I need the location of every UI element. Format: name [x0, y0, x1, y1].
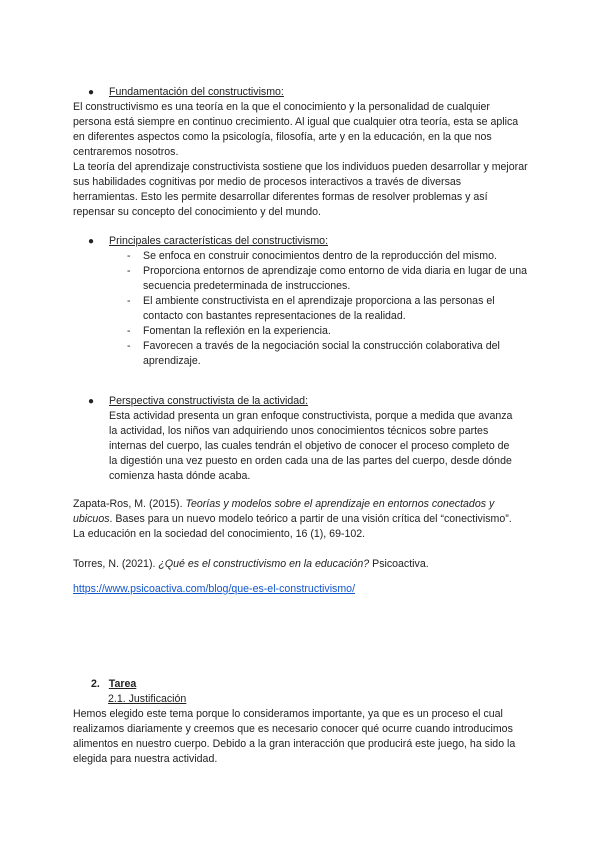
- heading-text: Perspectiva constructivista de la actividad:: [109, 395, 309, 407]
- dash-icon: -: [127, 295, 131, 307]
- reference-url-line: [73, 582, 528, 597]
- reference-link[interactable]: https://www.psicoactiva.com/blog/que-es-el-constructivismo/: [73, 583, 356, 595]
- paragraph-fundamentacion-1: [73, 100, 528, 220]
- dash-icon: -: [127, 265, 131, 277]
- reference-details: Psicoactiva.: [369, 558, 429, 570]
- dash-icon: -: [127, 340, 131, 352]
- list-item-text: Se enfoca en construir conocimientos dentro de la reproducción del mismo.: [143, 250, 497, 262]
- paragraph-text: Hemos elegido este tema porque lo consideramos importante, ya que es un proceso el cual realizamos diariamente y creemos que es necesario conocer qué ocurre cuando introducimos alimentos en nuestro cuerpo. Debido a la gran interacción que producirá este juego, ha sido la elegida para nuestra actividad.: [73, 708, 516, 765]
- paragraph-justificacion: [73, 707, 528, 767]
- bullet-icon: ●: [88, 236, 95, 247]
- dash-icon: -: [127, 250, 131, 262]
- reference-details: . Bases para un nuevo modelo teórico a partir de una visión crítica del “conectivismo”. La educación en la sociedad del conocimiento, 16 (1), 69-102.: [73, 513, 512, 540]
- reference-torres: [73, 557, 528, 572]
- dash-icon: -: [127, 325, 131, 337]
- section-title-text: Tarea: [108, 678, 137, 690]
- subsection-title-justificacion: 2.1. Justificación: [108, 693, 187, 705]
- characteristics-list: [127, 249, 527, 369]
- list-item-text: El ambiente constructivista en el aprendizaje proporciona a las personas el contacto con bastantes representaciones de la realidad.: [143, 295, 495, 322]
- section-title-tarea: [91, 677, 136, 692]
- reference-authors: Zapata-Ros, M. (2015).: [73, 498, 186, 510]
- list-item: [127, 249, 527, 264]
- section-number: 2.: [91, 678, 100, 690]
- bullet-icon: ●: [88, 87, 95, 98]
- list-item-text: Fomentan la reflexión en la experiencia.: [143, 325, 331, 337]
- heading-text: Principales características del constructivismo:: [109, 235, 329, 247]
- bullet-icon: ●: [88, 396, 95, 407]
- reference-zapata: [73, 497, 521, 542]
- reference-title: Teorías y modelos sobre el aprendizaje en entornos conectados y ubicuos: [73, 498, 495, 525]
- paragraph-text: La teoría del aprendizaje constructivista sostiene que los individuos pueden desarrollar y mejorar sus habilidades cognitivas por medio de procesos interactivos a través de diversas herramientas. Esto les permite desarrollar diferentes formas de resolver problemas y así repensar su concepto del conocimiento y del mundo.: [73, 161, 528, 218]
- paragraph-text: El constructivismo es una teoría en la que el conocimiento y la personalidad de cualquier persona está siempre en continuo crecimiento. Al igual que cualquier otra teoría, esta se aplica en diferentes aspectos como la psicología, filosofía, arte y en la educación, en la que nos centraremos nosotros.: [73, 101, 519, 158]
- list-item: [127, 324, 527, 339]
- list-item: [127, 339, 527, 369]
- list-item-text: Favorecen a través de la negociación social la construcción colaborativa del aprendizaje.: [143, 340, 500, 367]
- heading-text: Fundamentación del constructivismo:: [109, 86, 284, 98]
- list-item: [127, 294, 527, 324]
- list-item-text: Proporciona entornos de aprendizaje como entorno de vida diaria en lugar de una secuencia predeterminada de instrucciones.: [143, 265, 527, 292]
- reference-authors: Torres, N. (2021).: [73, 558, 159, 570]
- paragraph-perspectiva: [109, 409, 519, 484]
- reference-title: ¿Qué es el constructivismo en la educación?: [158, 558, 370, 570]
- paragraph-text: Esta actividad presenta un gran enfoque constructivista, porque a medida que avanza la actividad, los niños van adquiriendo unos conocimientos técnicos sobre partes internas del cuerpo, las cuales tendrán el objetivo de conocer el proceso completo de la digestión una vez puesto en orden cada una de las partes del cuerpo, desde dónde comienza hasta dónde acaba.: [109, 410, 513, 482]
- list-item: [127, 264, 527, 294]
